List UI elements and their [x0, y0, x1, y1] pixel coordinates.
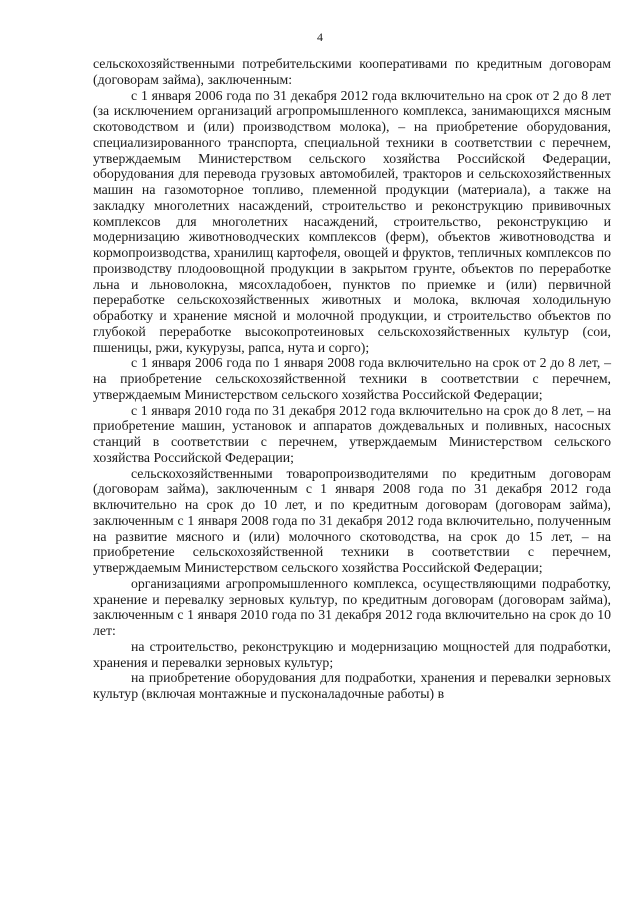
document-body: [93, 56, 611, 702]
paragraph-producers: сельскохозяйственными товаропроизводителями по кредитным договорам (договорам займа), заключенным с 1 января 2008 года по 31 декабря 2012 года включительно на срок до 10 лет, и по кредитным договорам (договорам займа), заключенным с 1 января 2008 года по 31 декабря 2012 года включительно, полученным на развитие мясного и (или) молочного скотоводства, на срок до 15 лет, – на приобретение сельскохозяйственной техники в соответствии с перечнем, утверждаемым Министерством сельского хозяйства Российской Федерации;: [93, 465, 611, 575]
paragraph-cooperatives: сельскохозяйственными потребительскими кооперативами по кредитным договорам (договорам займа), заключенным:: [93, 56, 611, 87]
page-number: 4: [317, 30, 323, 44]
paragraph-2010-2012-irrigation: с 1 января 2010 года по 31 декабря 2012 года включительно на срок до 8 лет, – на приобретение машин, установок и аппаратов дождевальных и поливных, насосных станций в соответствии с перечнем, утверждаемым Министерством сельского хозяйства Российской Федерации;: [93, 402, 611, 465]
paragraph-grain-organizations: организациями агропромышленного комплекса, осуществляющими подработку, хранение и перевалку зерновых культур, по кредитным договорам (договорам займа), заключенным с 1 января 2010 года по 31 декабря 2012 года включительно на срок до 10 лет:: [93, 575, 611, 638]
paragraph-grain-equipment: на приобретение оборудования для подработки, хранения и перевалки зерновых культур (включая монтажные и пусконаладочные работы) в: [93, 670, 611, 701]
paragraph-2006-2008-machinery: с 1 января 2006 года по 1 января 2008 года включительно на срок от 2 до 8 лет, – на приобретение сельскохозяйственной техники в соответствии с перечнем, утверждаемым Министерством сельского хозяйства Российской Федерации;: [93, 355, 611, 402]
paragraph-2006-2012-equipment: с 1 января 2006 года по 31 декабря 2012 года включительно на срок от 2 до 8 лет (за исключением организаций агропромышленного комплекса, занимающихся мясным скотоводством и (или) производством молока), – на приобретение оборудования, специализированного транспорта, специальной техники в соответствии с перечнем, утверждаемым Министерством сельского хозяйства Российской Федерации, оборудования для перевода грузовых автомобилей, тракторов и сельскохозяйственных машин на газомоторное топливо, племенной продукции (материала), а также на закладку многолетних насаждений, строительство и реконструкцию прививочных комплексов для многолетних насаждений, строительство, реконструкцию и модернизацию животноводческих комплексов (ферм), объектов животноводства и кормопроизводства, хранилищ картофеля, овощей и фруктов, тепличных комплексов по производству плодоовощной продукции в закрытом грунте, объектов по переработке льна и льноволокна, мясохладобоен, пунктов по приемке и (или) первичной переработке сельскохозяйственных животных и молока, включая холодильную обработку и хранение мясной и молочной продукции, и строительство объектов по глубокой переработке высокопротеиновых сельскохозяйственных культур (сои, пшеницы, ржи, кукурузы, рапса, нута и сорго);: [93, 87, 611, 355]
paragraph-grain-construction: на строительство, реконструкцию и модернизацию мощностей для подработки, хранения и перевалки зерновых культур;: [93, 638, 611, 670]
